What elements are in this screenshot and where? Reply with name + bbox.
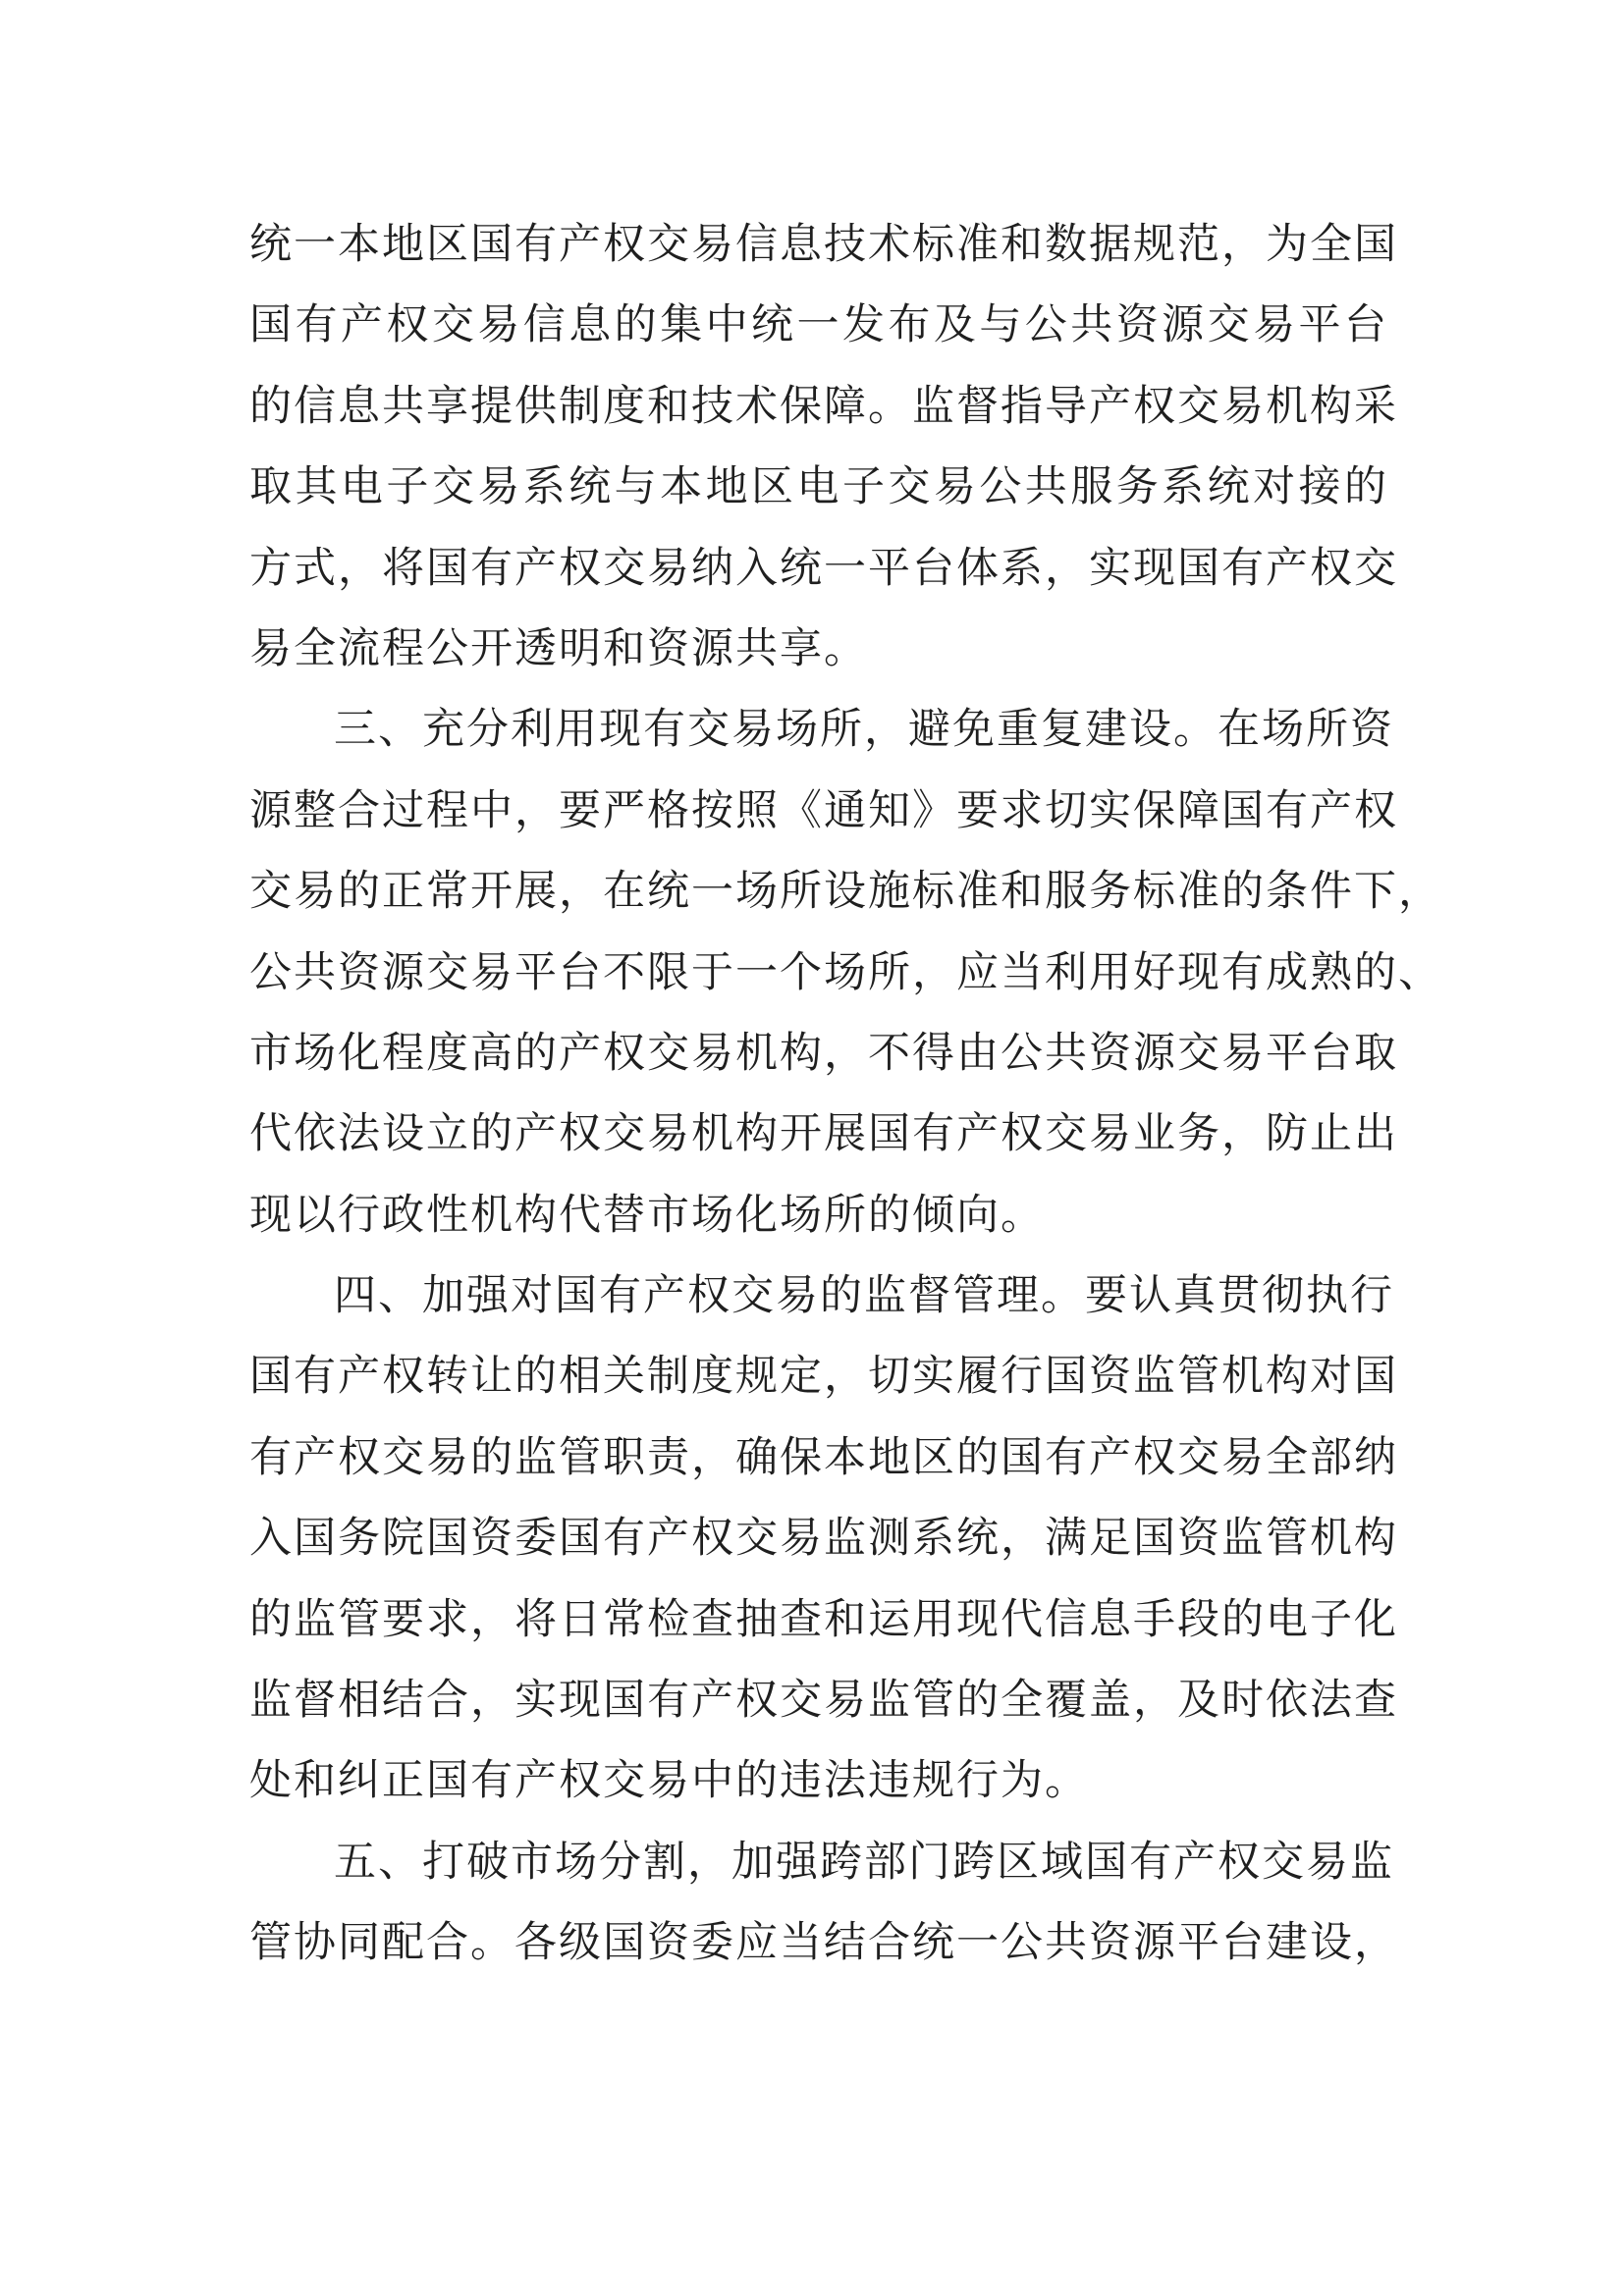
text-line: 代依法设立的产权交易机构开展国有产权交易业务，防止出 — [249, 1109, 1398, 1159]
text-line: 四、加强对国有产权交易的监督管理。要认真贯彻执行 — [334, 1271, 1394, 1321]
text-line: 交易的正常开展，在统一场所设施标准和服务标准的条件下， — [249, 867, 1442, 917]
text-line: 国有产权转让的相关制度规定，切实履行国资监管机构对国 — [249, 1352, 1398, 1402]
text-line: 易全流程公开透明和资源共享。 — [249, 623, 868, 673]
text-line: 的信息共享提供制度和技术保障。监督指导产权交易机构采 — [249, 381, 1398, 431]
text-line: 监督相结合，实现国有产权交易监管的全覆盖，及时依法查 — [249, 1676, 1398, 1726]
document-body — [249, 204, 1442, 1984]
text-line: 入国务院国资委国有产权交易监测系统，满足国资监管机构 — [249, 1514, 1398, 1564]
text-line: 五、打破市场分割，加强跨部门跨区域国有产权交易监 — [334, 1837, 1394, 1887]
text-line: 三、充分利用现有交易场所，避免重复建设。在场所资 — [334, 705, 1394, 755]
text-line: 的监管要求，将日常检查抽查和运用现代信息手段的电子化 — [249, 1594, 1398, 1644]
text-line: 方式，将国有产权交易纳入统一平台体系，实现国有产权交 — [249, 543, 1398, 593]
text-line: 现以行政性机构代替市场化场所的倾向。 — [249, 1190, 1045, 1240]
text-line: 统一本地区国有产权交易信息技术标准和数据规范，为全国 — [249, 220, 1398, 269]
text-line: 公共资源交易平台不限于一个场所，应当利用好现有成熟的、 — [249, 947, 1442, 997]
text-line: 处和纠正国有产权交易中的违法违规行为。 — [249, 1756, 1089, 1806]
text-line: 取其电子交易系统与本地区电子交易公共服务系统对接的 — [249, 462, 1388, 512]
text-line: 市场化程度高的产权交易机构，不得由公共资源交易平台取 — [249, 1028, 1398, 1078]
text-line: 有产权交易的监管职责，确保本地区的国有产权交易全部纳 — [249, 1432, 1398, 1482]
text-line: 源整合过程中，要严格按照《通知》要求切实保障国有产权 — [249, 785, 1398, 835]
text-line: 管协同配合。各级国资委应当结合统一公共资源平台建设， — [249, 1918, 1398, 1968]
text-line: 国有产权交易信息的集中统一发布及与公共资源交易平台 — [249, 300, 1388, 350]
